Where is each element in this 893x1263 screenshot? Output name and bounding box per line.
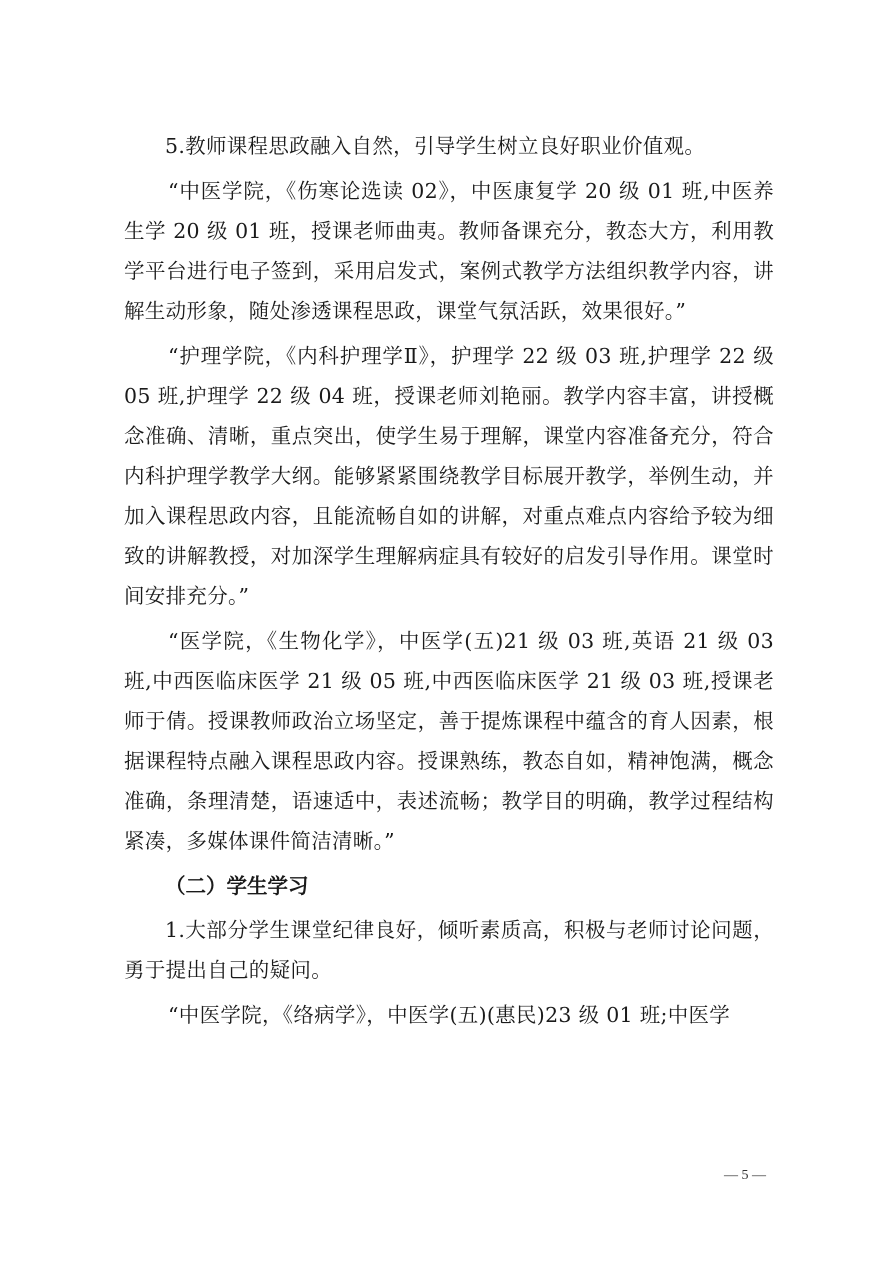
section-heading-student-learning: （二）学生学习 — [165, 874, 309, 898]
document-body — [124, 126, 774, 1040]
paragraph-collateral-disease-quote: “中医学院，《络病学》，中医学(五)(惠民)23 级 01 班;中医学 — [168, 1003, 731, 1027]
paragraph-teacher-ideology: 5.教师课程思政融入自然，引导学生树立良好职业价值观。 — [165, 134, 706, 158]
paragraph-medical-college-quote: “医学院，《生物化学》，中医学(五)21 级 03 班,英语 21 级 03 班,中西医临床医学 21 级 05 班,中西医临床医学 21 级 03 班,授课老师于倩。授课教师政治立场坚定，善于提炼课程中蕴含的育人因素，根据课程特点融入课程思政内容。授课熟练，教态自如，精神饱满，概念准确，条理清楚，语速适中，表述流畅；教学目的明确，教学过程结构紧凑，多媒体课件简洁清晰。” — [124, 629, 774, 853]
page-number: — 5 — — [724, 1168, 766, 1183]
paragraph-nursing-college-quote: “护理学院，《内科护理学Ⅱ》，护理学 22 级 03 班,护理学 22 级 05 班,护理学 22 级 04 班，授课老师刘艳丽。教学内容丰富，讲授概念准确、清晰，重点突出，使学生易于理解，课堂内容准备充分，符合内科护理学教学大纲。能够紧紧围绕教学目标展开教学，举例生动，并加入课程思政内容，且能流畅自如的讲解，对重点难点内容给予较为细致的讲解教授，对加深学生理解病症具有较好的启发引导作用。课堂时间安排充分。” — [124, 344, 774, 608]
paragraph-tcm-college-quote: “中医学院，《伤寒论选读 02》，中医康复学 20 级 01 班,中医养生学 20 级 01 班，授课老师曲夷。教师备课充分，教态大方，利用教学平台进行电子签到，采用启发式，案例式教学方法组织教学内容，讲解生动形象，随处渗透课程思政，课堂气氛活跃，效果很好。” — [124, 179, 774, 323]
paragraph-student-discipline: 1.大部分学生课堂纪律良好，倾听素质高，积极与老师讨论问题，勇于提出自己的疑问。 — [124, 918, 774, 982]
